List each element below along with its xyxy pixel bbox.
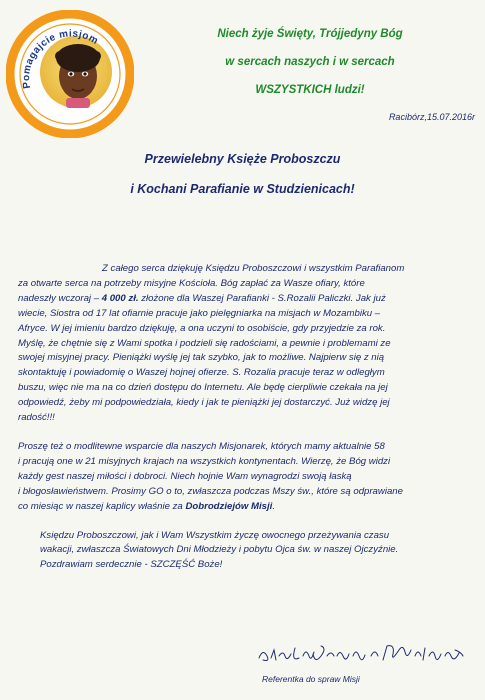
- body-line: i błogosławieństwem. Prosimy GO o to, zwłaszcza podczas Mszy św., które są odprawiane: [18, 485, 403, 497]
- motto-line-1: Niech żyje Święty, Trójjedyny Bóg: [217, 28, 403, 40]
- salutation-line-2: i Kochani Parafianie w Studzienicach!: [130, 182, 355, 196]
- letter-body: [18, 262, 473, 573]
- motto-line-2: w sercach naszych i w sercach: [225, 56, 395, 68]
- salutation-line-1: Przewielebny Księże Proboszczu: [144, 152, 341, 166]
- body-line: każdy gest naszej miłości i dobroci. Niech hojnie Wam wynagrodzi swoją łaską: [18, 470, 352, 482]
- body-line: Księdzu Proboszczowi, jak i Wam Wszystkim życzę owocnego przeżywania czasu: [40, 529, 390, 541]
- body-line: Myślę, że chętnie się z Wami spotka i podzieli się radościami, a pewnie i problemami ze: [18, 337, 391, 349]
- signature-title: Referentka do spraw Misji: [262, 674, 360, 684]
- motto-line-3: WSZYSTKICH ludzi!: [255, 84, 365, 96]
- body-line: i pracują one w 21 misyjnych krajach na wszystkich kontynentach. Wierzę, że Bóg widzi: [18, 455, 391, 467]
- body-line: Afryce. W jej imieniu bardzo dziękuję, a ona uczyni to osobiście, gdy przyjedzie za rok.: [18, 322, 386, 334]
- handwritten-signature: [255, 640, 470, 666]
- body-line: skontaktuję i powiadomię o Waszej hojnej ofierze. S. Rozalia pracuje teraz w odległym: [18, 367, 385, 379]
- body-line: wiecie, Siostra od 17 lat ofiarnie pracuje jako pielęgniarka na misjach w Mozambiku –: [18, 307, 381, 319]
- logo-ring-text: Pomagajcie misjom: [21, 28, 101, 90]
- body-line: odpowiedź, żeby mi podpowiedziała, kiedy i jak te pieniążki jej dostarczyć. Już widzę jej: [18, 397, 390, 409]
- body-line: co miesiąc w naszej kaplicy właśnie za Dobrodziejów Misji.: [18, 500, 275, 512]
- body-line: buszu, więc nie ma na co dzień dostępu do Internetu. Ale będę cierpliwie czekała na jej: [18, 382, 388, 394]
- donation-amount: 4 000 zł.: [101, 292, 139, 304]
- body-line: za otwarte serca na potrzeby misyjne Kościoła. Bóg zapłać za Wasze ofiary, które: [18, 277, 365, 289]
- benefactors-emphasis: Dobrodziejów Misji: [185, 500, 273, 512]
- motto: [140, 20, 480, 104]
- body-line: radość!!!: [18, 412, 55, 424]
- body-line: Z całego serca dziękuję Księdzu Proboszczowi i wszystkim Parafianom: [102, 263, 405, 274]
- mission-logo: [6, 10, 134, 138]
- body-line: nadeszły wczoraj – 4 000 zł. złożone dla Waszej Parafianki - S.Rozalii Paliczki. Jak już: [18, 292, 386, 304]
- body-line: Proszę też o modlitewne wsparcie dla naszych Misjonarek, których mamy aktualnie 58: [18, 440, 385, 452]
- body-line: swojej misyjnej pracy. Pieniążki wyślę jej tak szybko, jak to możliwe. Najpierw się z nią: [18, 352, 385, 364]
- body-line: wakacji, zwłaszcza Światowych Dni Młodzieży i pobytu Ojca św. w naszej Ojczyźnie.: [40, 544, 399, 556]
- letter-date: Racibórz,15.07.2016r: [388, 112, 475, 122]
- body-line: Pozdrawiam serdecznie - SZCZĘŚĆ Boże!: [40, 559, 223, 571]
